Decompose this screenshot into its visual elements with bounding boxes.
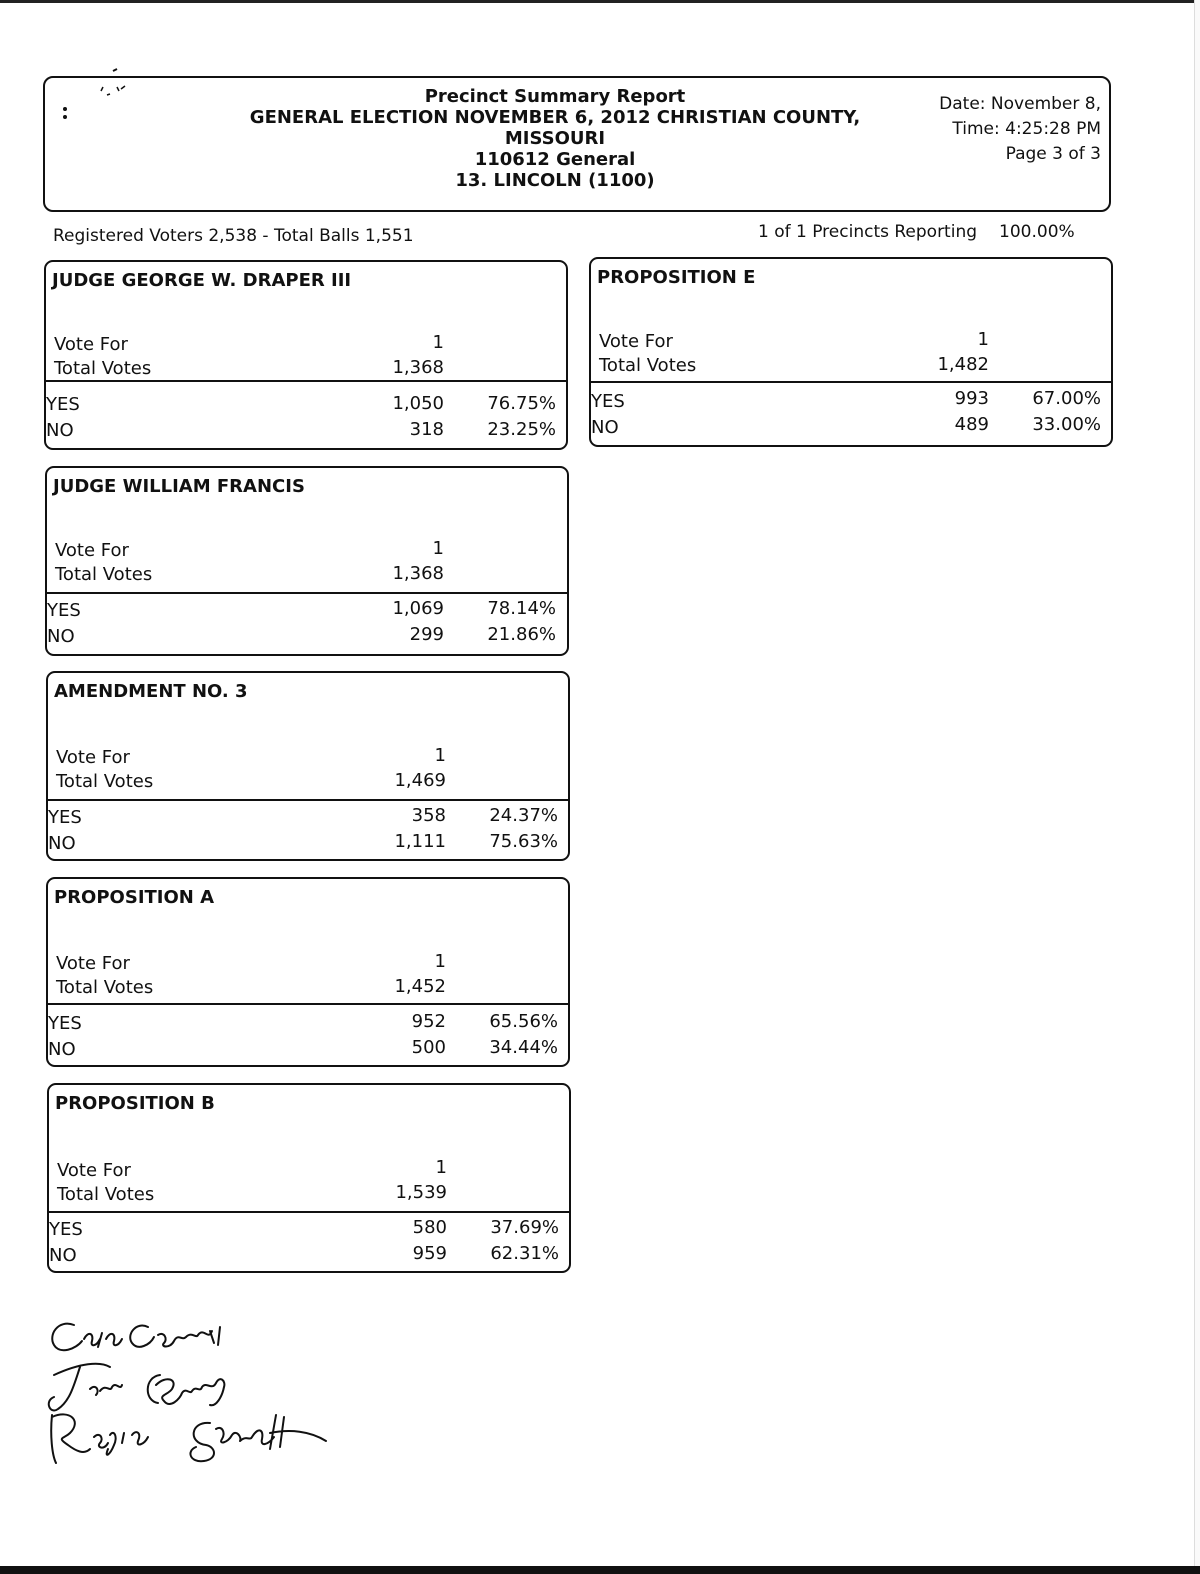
choice-yes-percent: 78.14%: [487, 598, 556, 619]
vote-for-label: Vote For: [56, 953, 130, 974]
reporting-percent: 100.00%: [999, 222, 1075, 242]
total-votes-label: Total Votes: [55, 564, 153, 585]
choice-yes-label: YES: [47, 600, 81, 621]
scan-edge-right: [1194, 0, 1200, 1574]
race-title: JUDGE GEORGE W. DRAPER III: [52, 270, 352, 291]
race-box-draper: [44, 260, 568, 450]
total-votes-label: Total Votes: [599, 355, 697, 376]
choice-no-label: NO: [591, 417, 619, 438]
race-title: PROPOSITION B: [55, 1093, 215, 1114]
election-code: 110612 General: [474, 149, 636, 170]
choice-no-label: NO: [49, 1245, 77, 1266]
race-divider: [47, 592, 567, 594]
race-box-francis: [45, 466, 569, 656]
signature-jim: [49, 1364, 225, 1411]
choice-yes-percent: 24.37%: [489, 805, 558, 826]
choice-yes-percent: 65.56%: [489, 1011, 558, 1032]
vote-for-label: Vote For: [54, 334, 128, 355]
choice-yes-votes: 1,050: [392, 393, 444, 414]
choice-no-percent: 23.25%: [487, 419, 556, 440]
choice-no-label: NO: [48, 1039, 76, 1060]
race-divider: [48, 799, 568, 801]
election-title: GENERAL ELECTION NOVEMBER 6, 2012 CHRISTIAN COUNTY,: [249, 107, 861, 128]
choice-yes-votes: 1,069: [392, 598, 444, 619]
race-title: PROPOSITION A: [54, 887, 215, 908]
vote-for-value: 1: [435, 1157, 447, 1178]
total-votes-value: 1,452: [394, 976, 446, 997]
race-title: AMENDMENT NO. 3: [54, 681, 248, 702]
total-votes-label: Total Votes: [56, 977, 154, 998]
precinct-name: 13. LINCOLN (1100): [455, 170, 655, 191]
choice-yes-votes: 952: [411, 1011, 446, 1032]
report-meta: [901, 92, 1101, 167]
page-number: Page 3 of 3: [1005, 144, 1101, 164]
signature-carla: [52, 1324, 220, 1351]
choice-no-percent: 21.86%: [487, 624, 556, 645]
choice-no-votes: 1,111: [394, 831, 446, 852]
choice-yes-votes: 993: [954, 388, 989, 409]
choice-no-votes: 318: [409, 419, 444, 440]
total-votes-value: 1,482: [937, 354, 989, 375]
choice-no-percent: 33.00%: [1032, 414, 1101, 435]
race-divider: [49, 1211, 569, 1213]
precincts-reporting: 1 of 1 Precincts Reporting: [758, 222, 978, 242]
registered-voters-summary: Registered Voters 2,538 - Total Balls 1,551: [53, 226, 414, 246]
signatures-image: [40, 1305, 360, 1485]
total-votes-value: 1,469: [394, 770, 446, 791]
choice-yes-label: YES: [46, 394, 80, 415]
choice-no-label: NO: [48, 833, 76, 854]
total-votes-value: 1,368: [392, 357, 444, 378]
vote-for-label: Vote For: [56, 747, 130, 768]
choice-no-votes: 489: [954, 414, 989, 435]
choice-no-percent: 62.31%: [490, 1243, 559, 1264]
total-votes-value: 1,539: [395, 1182, 447, 1203]
choice-yes-label: YES: [591, 391, 625, 412]
choice-no-percent: 34.44%: [489, 1037, 558, 1058]
report-header: [43, 76, 1111, 212]
election-state: MISSOURI: [504, 128, 606, 149]
choice-no-votes: 959: [412, 1243, 447, 1264]
race-box-proposition-a: [46, 877, 570, 1067]
race-box-proposition-b: [47, 1083, 571, 1273]
choice-yes-label: YES: [48, 1013, 82, 1034]
race-divider: [46, 380, 566, 382]
choice-yes-votes: 358: [411, 805, 446, 826]
report-title: Precinct Summary Report: [424, 86, 686, 107]
vote-for-label: Vote For: [599, 331, 673, 352]
vote-for-value: 1: [977, 329, 989, 350]
signature-regina: [51, 1414, 326, 1463]
report-date: Date: November 8,: [939, 94, 1101, 114]
race-title: JUDGE WILLIAM FRANCIS: [53, 476, 305, 497]
race-box-amendment-3: [46, 671, 570, 861]
report-title-block: [245, 86, 865, 191]
choice-no-label: NO: [46, 420, 74, 441]
scan-edge-top: [0, 0, 1200, 3]
race-title: PROPOSITION E: [597, 267, 756, 288]
choice-no-percent: 75.63%: [489, 831, 558, 852]
vote-for-value: 1: [434, 745, 446, 766]
total-votes-label: Total Votes: [54, 358, 152, 379]
race-box-proposition-e: [589, 257, 1113, 447]
choice-yes-label: YES: [49, 1219, 83, 1240]
race-divider: [48, 1003, 568, 1005]
total-votes-label: Total Votes: [56, 771, 154, 792]
choice-yes-percent: 76.75%: [487, 393, 556, 414]
race-divider: [591, 381, 1111, 383]
total-votes-label: Total Votes: [57, 1184, 155, 1205]
scan-specks-icon: [55, 63, 155, 123]
vote-for-value: 1: [432, 332, 444, 353]
vote-for-label: Vote For: [57, 1160, 131, 1181]
choice-yes-percent: 37.69%: [490, 1217, 559, 1238]
choice-yes-percent: 67.00%: [1032, 388, 1101, 409]
choice-no-label: NO: [47, 626, 75, 647]
vote-for-value: 1: [434, 951, 446, 972]
vote-for-label: Vote For: [55, 540, 129, 561]
scan-edge-bottom: [0, 1566, 1200, 1574]
choice-yes-label: YES: [48, 807, 82, 828]
choice-no-votes: 299: [409, 624, 444, 645]
choice-yes-votes: 580: [412, 1217, 447, 1238]
precincts-reporting-summary: [758, 222, 1075, 242]
choice-no-votes: 500: [411, 1037, 446, 1058]
report-time: Time: 4:25:28 PM: [952, 119, 1101, 139]
vote-for-value: 1: [432, 538, 444, 559]
total-votes-value: 1,368: [392, 563, 444, 584]
